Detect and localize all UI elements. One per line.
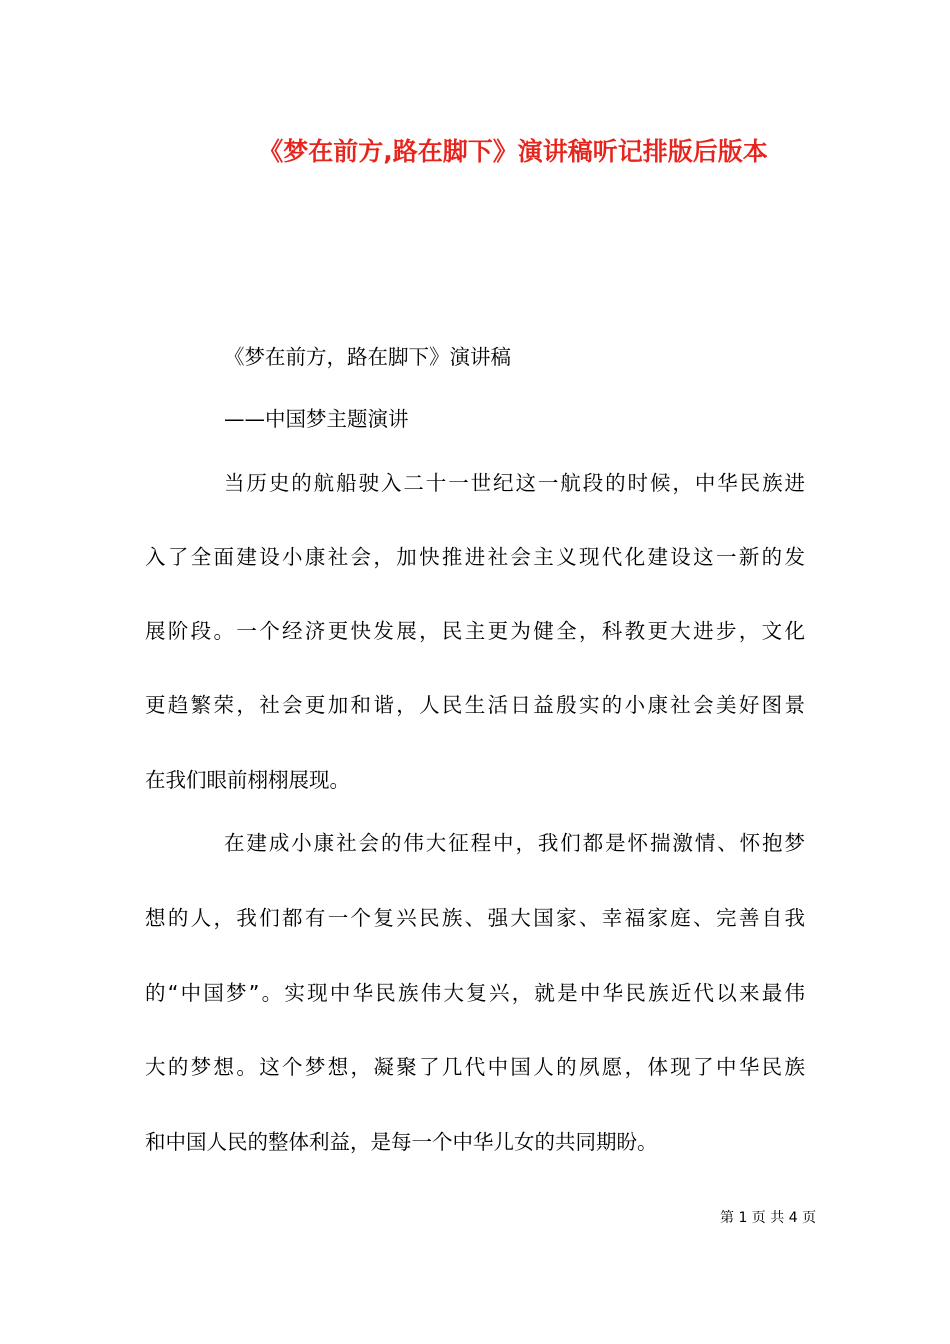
paragraph-1-line-5: 在我们眼前栩栩展现。 [145, 768, 350, 792]
speech-title: 《梦在前方，路在脚下》演讲稿 [224, 345, 511, 369]
paragraph-2-line-4: 大的梦想。这个梦想，凝聚了几代中国人的夙愿，体现了中华民族 [145, 1055, 805, 1079]
document-title: 《梦在前方,路在脚下》演讲稿听记排版后版本 [258, 137, 768, 166]
paragraph-1-line-1: 当历史的航船驶入二十一世纪这一航段的时候，中华民族进 [224, 471, 805, 495]
paragraph-2-line-3: 的“中国梦”。实现中华民族伟大复兴，就是中华民族近代以来最伟 [145, 981, 805, 1005]
speech-subtitle: ——中国梦主题演讲 [224, 407, 409, 431]
paragraph-2-line-1: 在建成小康社会的伟大征程中，我们都是怀揣激情、怀抱梦 [224, 831, 805, 855]
paragraph-1-line-4: 更趋繁荣，社会更加和谐，人民生活日益殷实的小康社会美好图景 [145, 693, 805, 717]
paragraph-2-line-5: 和中国人民的整体利益，是每一个中华儿女的共同期盼。 [145, 1130, 658, 1154]
paragraph-2-line-2: 想的人，我们都有一个复兴民族、强大国家、幸福家庭、完善自我 [145, 906, 805, 930]
paragraph-1-line-3: 展阶段。一个经济更快发展，民主更为健全，科教更大进步，文化 [145, 619, 805, 643]
paragraph-1-line-2: 入了全面建设小康社会，加快推进社会主义现代化建设这一新的发 [145, 545, 805, 569]
page-number-footer: 第 1 页 共 4 页 [720, 1210, 817, 1226]
